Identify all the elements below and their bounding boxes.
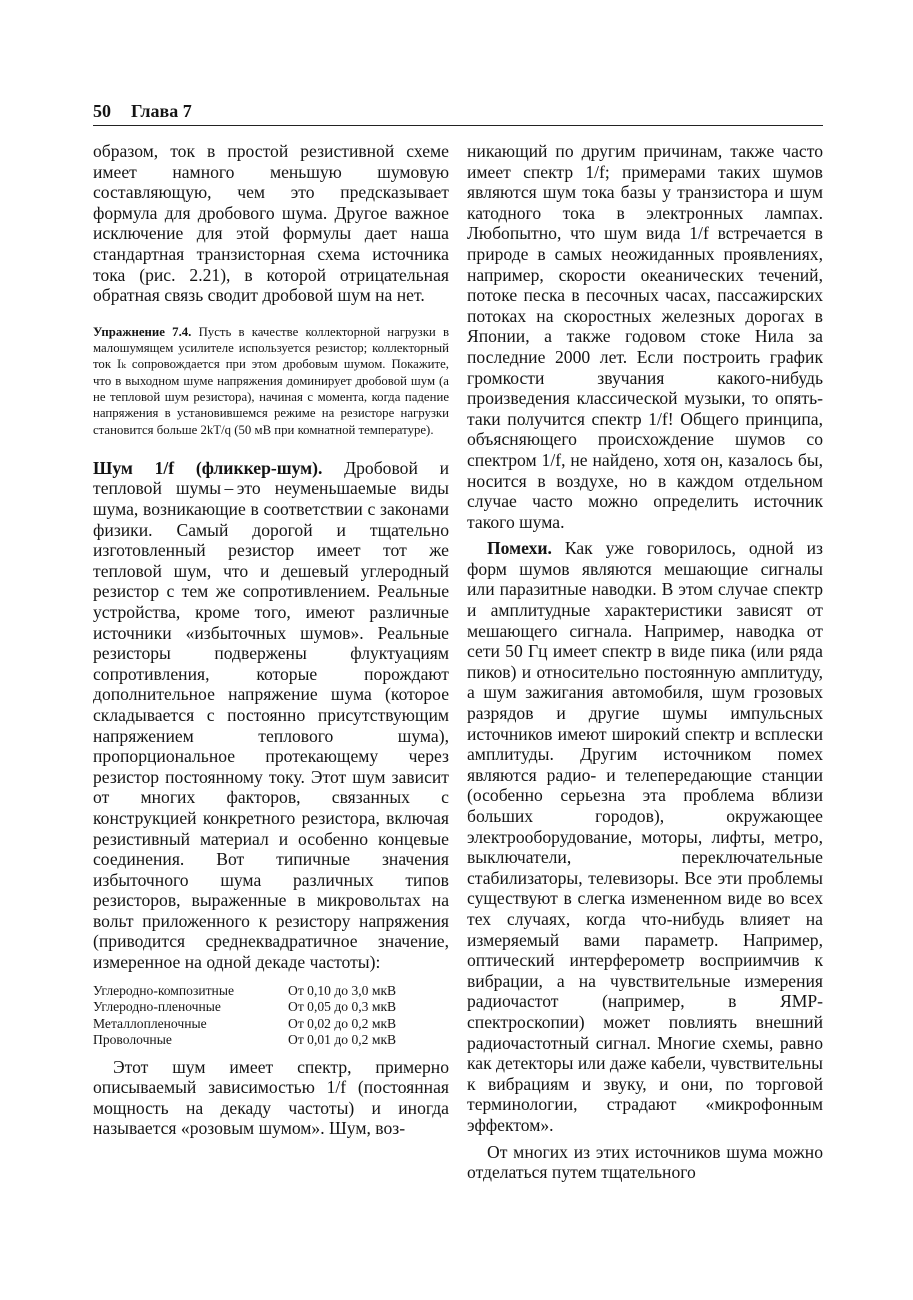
paragraph-shielding-start: От многих из этих источников шума можно отделаться путем тщательного [467,1141,823,1183]
interference-text: Как уже говорилось, одной из форм шумов являются мешающие сигналы или паразитные наводки. В этом случае спектр и амплитудные характеристики зависят от мешающего сигнала. Например, наводка от сети 50 Гц имеет спектр в виде пика (или ряда пиков) и относительно постоянную амплитуду, а шум зажигания автомобиля, шум грозовых разрядов и другие шумы импульсных источников имеют широкий спектр и всплески амплитуды. Другим источником помех являются радио- и телепередающие станции (особенно серьезна эта проблема вблизи больших городов), окружающее электрооборудование, моторы, лифты, метро, выключатели, переключательные стабилизаторы, телевизоры. Все эти проблемы существуют в слегка измененном виде во всех тех случаях, когда что-нибудь влияет на измеряемый вами параметр. Например, оптический интерферометр восприимчив к вибрации, а на чувствительные измерения радиочастот (например, в ЯМР-спектроскопии) может повлиять внешний радиочастотный сигнал. Многие схемы, равно как детекторы или даже кабели, чувствительны к вибрациям и звуку, и они, по торговой терминологии, страдают «микрофонным эффектом». [467,538,823,1135]
paragraph-interference [467,538,823,1135]
left-column [93,141,449,1139]
paragraph-pink-noise: Этот шум имеет спектр, примерно описываемый зависимостью 1/f (постоянная мощность на декаду частоты) и иногда называется «розовым шумом». Шум, воз- [93,1056,449,1139]
noise-value: От 0,05 до 0,3 мкВ [288,999,397,1015]
chapter-title: Глава 7 [131,101,192,121]
table-row [93,999,423,1016]
exercise-text: Пусть в качестве коллекторной нагрузки в малошумящем усилителе используется резистор; коллекторный ток Iₖ сопровождается при этом дробовым шумом. Покажите, что в выходном шуме напряжения доминирует дробовой шум (а не тепловой шум резистора), начиная с момента, когда падение напряжения в установившемся режиме на резисторе нагрузки становится больше 2kT/q (50 мВ при комнатной температуре). [93,324,449,437]
right-column [467,141,823,1183]
page-number: 50 [93,101,111,121]
exercise-7-4 [93,324,449,438]
resistor-type: Углеродно-пленочные [93,999,221,1015]
flicker-text: Дробовой и тепловой шумы – это неуменьшаемые виды шума, возникающие в соответствии с законами физики. Самый дорогой и тщательно изготовленный резистор имеет тот же тепловой шум, что и дешевый углеродный резистор с тем же сопротивлением. Реальные устройства, кроме того, имеют различные источники «избыточных шумов». Реальные резисторы подвержены флуктуациям сопротивления, которые порождают дополнительное напряжение шума (которое складывается с постоянно присутствующим напряжением теплового шума), пропорциональное протекающему через резистор постоянному току. Этот шум зависит от многих факторов, связанных с конструкцией конкретного резистора, включая резистивный материал и особенно концевые соединения. Вот типичные значения избыточного шума различных типов резисторов, выраженные в микровольтах на вольт приложенного к резистору напряжения (приводится среднеквадратичное значение, измеренное на одной декаде частоты): [93,457,449,973]
paragraph-1f-examples: никающий по другим причинам, также часто имеет спектр 1/f; примерами таких шумов являются шум тока базы у транзистора и шум катодного тока в электронных лампах. Любопытно, что шум вида 1/f встречается в природе в самых неожиданных проявлениях, например, скорости океанических течений, потоке песка в песочных часах, пассажирских потоках на скоростных железных дорогах в Японии, а также годовом стоке Нила за последние 2000 лет. Если построить график громкости звучания какого-нибудь произведения классической музыки, то опять-таки получится спектр 1/f! Общего принципа, объясняющего происхождение шумов со спектром 1/f, не найдено, хотя он, казалось бы, носится в воздухе, но в каждом отдельном случае часто можно определить источник такого шума. [467,141,823,532]
noise-value: От 0,02 до 0,2 мкВ [288,1015,397,1031]
noise-value: От 0,01 до 0,2 мкВ [288,1032,397,1048]
paragraph-flicker-noise [93,458,449,973]
resistor-type: Металлопленочные [93,1015,207,1031]
resistor-noise-table [93,983,423,1049]
resistor-type: Углеродно-композитные [93,982,235,998]
table-row [93,1016,423,1033]
resistor-type: Проволочные [93,1032,172,1048]
section-title-flicker: Шум 1/f (фликкер-шум). [93,457,323,478]
table-row [93,1032,423,1049]
table-row [93,983,423,1000]
noise-value: От 0,10 до 3,0 мкВ [288,982,397,998]
running-header [93,100,823,126]
exercise-label: Упражнение 7.4. [93,324,192,339]
paragraph-shot-noise-end: образом, ток в простой резистивной схеме имеет намного меньшую шумовую составляющую, чем это предсказывает формула для дробового шума. Другое важное исключение для этой формулы дает наша стандартная транзисторная схема источника тока (рис. 2.21), в которой отрицательная обратная связь сводит дробовой шум на нет. [93,141,449,306]
section-title-interference: Помехи. [487,538,552,559]
